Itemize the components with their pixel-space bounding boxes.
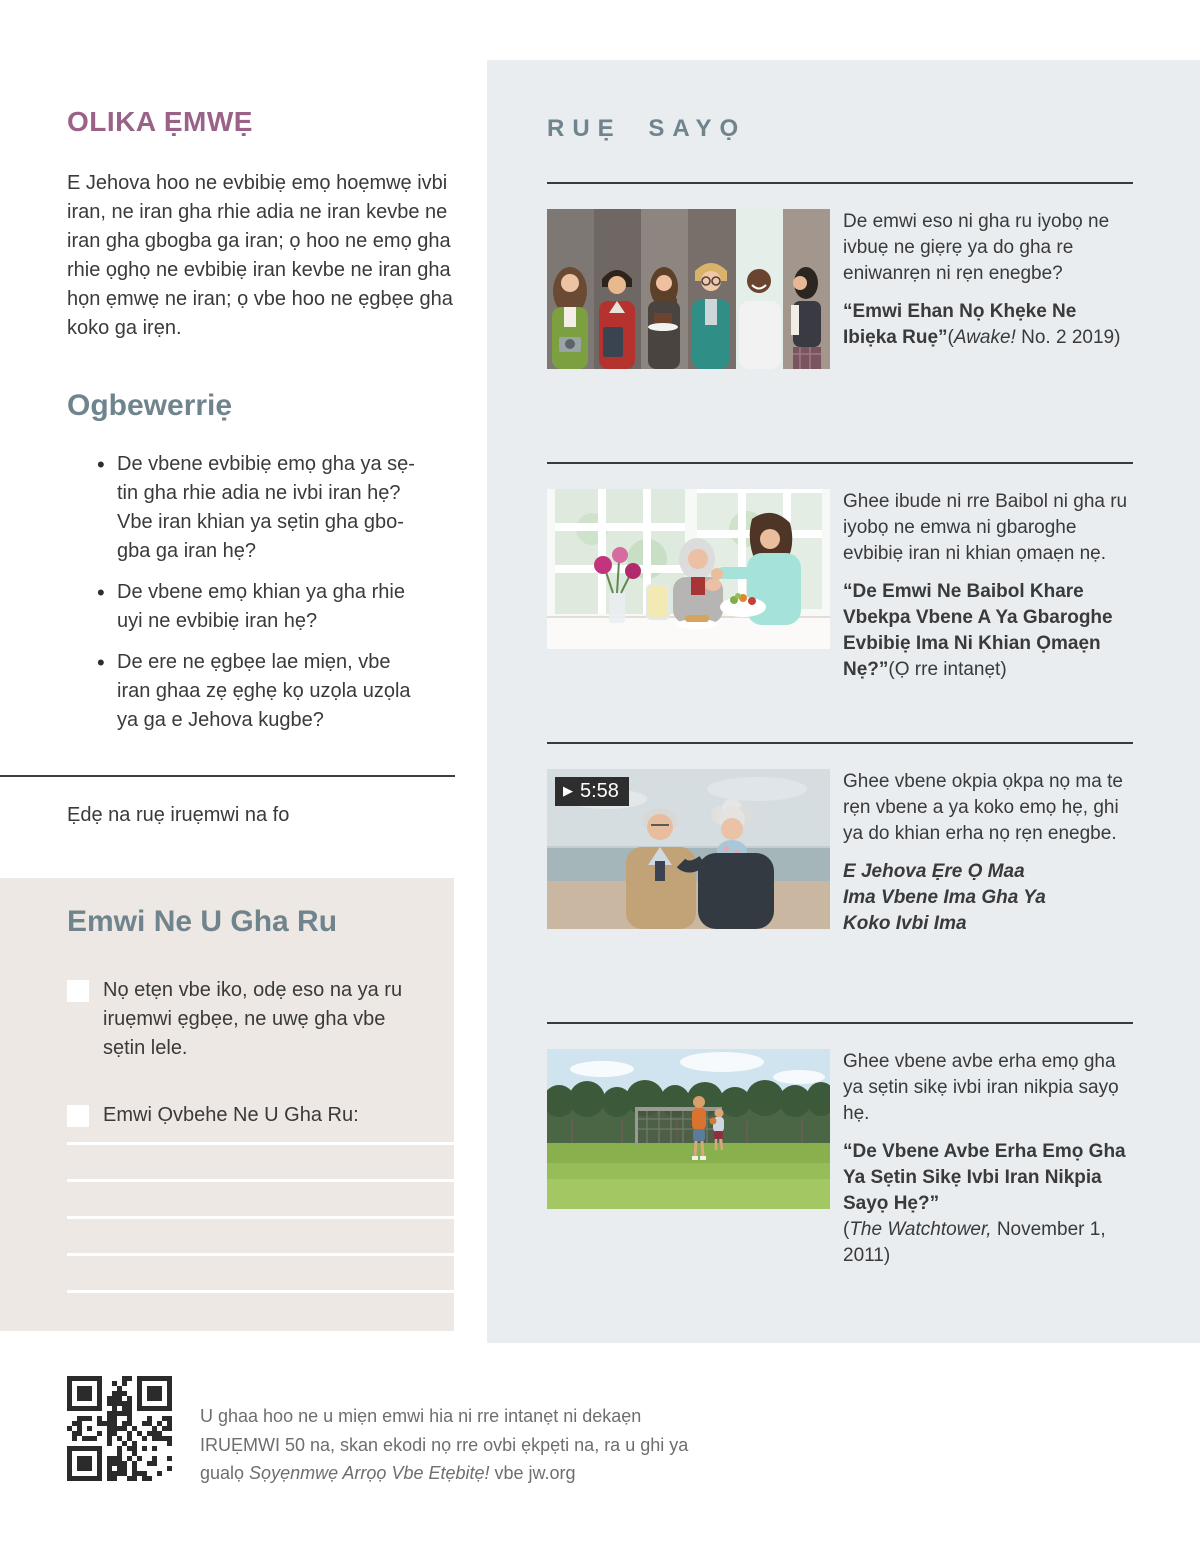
section-divider (0, 775, 455, 777)
resource-description: Ghee ibude ni rre Baibol ni gha ru iyobọ ne emwa ni gbaroghe evbibiẹ iran ni khian ọmaẹn nẹ. (843, 491, 1128, 564)
video-thumbnail[interactable] (547, 769, 830, 929)
play-icon: ▶ (563, 783, 573, 798)
preview-paragraph: E Jehova hoo ne evbibiẹ emọ hoẹmwẹ ivbi iran, ne iran gha rhie adia ne iran kevbe ne iran gha gbogba ga iran; ọ hoo ne emọ gha rhie ọghọ ne evbibiẹ iran kevbe ne iran gha họn ẹmwẹ ne iran; ọ vbe hoo ne ẹgbẹe gha koko ga irẹn. (67, 172, 453, 339)
resource-description: De emwi eso ni gha ru iyobọ ne ivbuẹ ne giẹrẹ ya do gha re eniwanrẹn ni rẹn enegbe? (843, 211, 1110, 284)
write-in-line (67, 1219, 454, 1256)
resource-reference: “Emwi Ehan Nọ Khẹke Ne Ibiẹka Ruẹ”(Awake! No. 2 2019) (843, 301, 1121, 348)
resources-panel (487, 60, 1200, 1343)
resource-text (843, 209, 1133, 462)
left-column (0, 0, 458, 1331)
children-collage-illustration (547, 209, 830, 369)
meal-scene-image (547, 489, 830, 649)
completion-date-label: Ẹdẹ na ruẹ iruẹmwi na fo (67, 804, 290, 826)
discussion-question: • De vbene evbibiẹ emọ gha ya sẹ- tin gha rhie adia ne ivbi iran hẹ? Vbe iran khian ya sẹtin gha gbo- gba ga iran hẹ? (97, 450, 456, 566)
resource-item (547, 742, 1133, 1022)
resource-description: Ghee vbene okpia ọkpa nọ ma te rẹn vbene a ya koko emọ hẹ, ghi ya do khian erha nọ rẹn enegbe. (843, 771, 1123, 844)
discussion-question: • De ere ne ẹgbẹe lae miẹn, vbe iran ghaa zẹ ẹghẹ kọ uzọla uzọla ya ga e Jehova kugbe? (97, 648, 456, 735)
footer-note: U ghaa hoo ne u miẹn emwi hia ni rre intanẹt ni dekaẹn IRUẸMWI 50 na, skan ekodi nọ rre ovbi ẹkpẹti na, ra u ghi ya gualọ Sọyẹnmwẹ Arrọọ Vbe Etẹbitẹ! vbe jw.org (200, 1406, 689, 1483)
write-in-line (67, 1130, 454, 1145)
resources-section-title: RUẸ SAYỌ (547, 115, 747, 142)
checkbox-icon (67, 980, 89, 1002)
todo-item: Nọ etẹn vbe iko, odẹ eso na ya ru iruẹmwi ẹgbẹe, ne uwẹ gha vbe sẹtin lele. (67, 976, 454, 1063)
discussion-question: • De vbene emọ khian ya gha rhie uyi ne evbibiẹ iran hẹ? (97, 578, 456, 636)
resource-text (843, 489, 1133, 742)
todo-section-title: Emwi Ne U Gha Ru (67, 905, 338, 938)
write-in-line (67, 1145, 454, 1182)
soccer-field-image (547, 1049, 830, 1209)
page-footer (67, 1376, 692, 1488)
resource-reference: “De Emwi Ne Baibol Khare Vbekpa Vbene A Ya Gbaroghe Evbibiẹ Ima Ni Khian Ọmaẹn Nẹ?”(Ọ rre intanẹt) (843, 581, 1113, 680)
meal-scene-illustration (547, 489, 830, 649)
todo-item: Emwi Ọvbehe Ne U Gha Ru: (67, 1101, 454, 1130)
soccer-field-illustration (547, 1049, 830, 1209)
resource-reference: E Jehova Ẹre Ọ Maa Ima Vbene Ima Gha Ya Koko Ivbi Ima (843, 861, 1046, 934)
write-in-line (67, 1182, 454, 1219)
resource-description: Ghee vbene avbe erha emọ gha ya sẹtin sikẹ ivbi iran nikpia sayọ hẹ. (843, 1051, 1119, 1124)
resource-item (547, 462, 1133, 742)
resource-reference: “De Vbene Avbe Erha Emọ Gha Ya Sẹtin Sikẹ Ivbi Iran Nikpia Sayọ Hẹ?” (The Watchtower, November 1, 2011) (843, 1141, 1126, 1266)
preview-section-title: OLIKA ẸMWẸ (67, 106, 253, 137)
video-duration-badge (555, 777, 629, 806)
resource-text (843, 769, 1133, 1022)
write-in-lines (67, 1130, 454, 1293)
video-duration: 5:58 (580, 780, 619, 802)
resource-item (547, 182, 1133, 462)
discussion-section-title: Ogbewerriẹ (67, 389, 233, 422)
write-in-line (67, 1256, 454, 1293)
todo-box (0, 878, 454, 1331)
qr-code (67, 1376, 172, 1481)
resource-text (843, 1049, 1133, 1302)
checkbox-icon (67, 1105, 89, 1127)
resource-item (547, 1022, 1133, 1302)
discussion-question-list (67, 450, 456, 735)
qr-code-graphic (67, 1376, 172, 1481)
children-collage-image (547, 209, 830, 369)
